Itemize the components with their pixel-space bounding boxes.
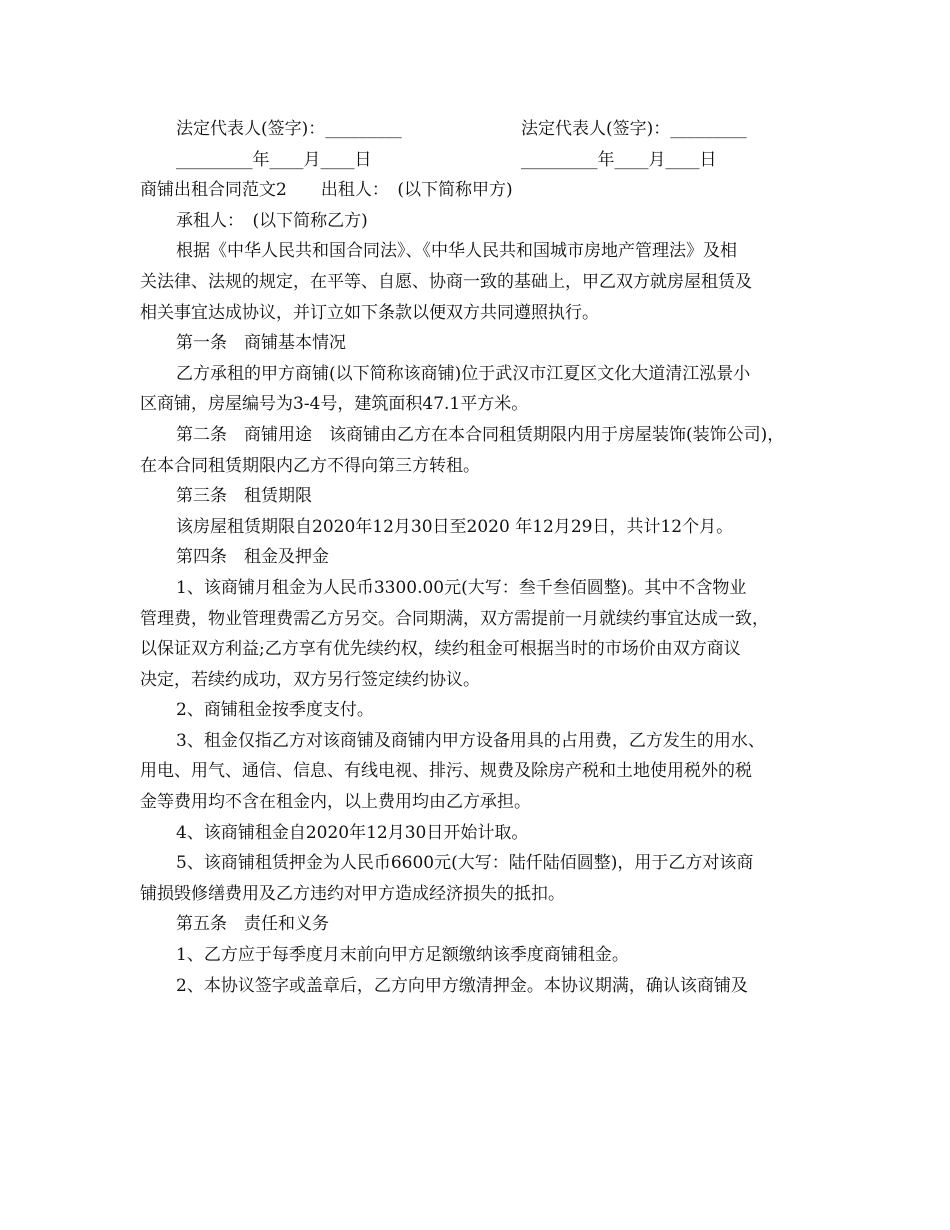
- article-4-item-5-line-1: 5、该商铺租赁押金为人民币6600元(大写：陆仟陆佰圆整)，用于乙方对该商: [176, 853, 754, 874]
- article-4-item-1-line-3: 以保证双方利益;乙方享有优先续约权，续约租金可根据当时的市场价由双方商议: [140, 639, 741, 660]
- left-signature-date: _________年____月____日: [176, 149, 372, 170]
- article-4-item-5-line-2: 铺损毁修缮费用及乙方违约对甲方造成经济损失的抵扣。: [140, 883, 565, 904]
- article-4-item-3-line-2: 用电、用气、通信、信息、有线电视、排污、规费及除房产税和土地使用税外的税: [140, 761, 752, 782]
- signature-date-row: [140, 145, 820, 176]
- article-2-line-1: 第二条 商铺用途 该商铺由乙方在本合同租赁期限内用于房屋装饰(装饰公司)，: [176, 424, 785, 445]
- article-2-line-2: 在本合同租赁期限内乙方不得向第三方转租。: [140, 455, 480, 476]
- right-representative-signature: 法定代表人(签字)：_________: [521, 119, 747, 139]
- document-body: [140, 114, 820, 1001]
- article-4-item-3-line-1: 3、租金仅指乙方对该商铺及商铺内甲方设备用具的占用费，乙方发生的用水、: [176, 730, 765, 751]
- article-3-text: 该房屋租赁期限自2020年12月30日至2020 年12月29日，共计12个月。: [176, 516, 734, 537]
- article-4-item-1-line-1: 1、该商铺月租金为人民币3300.00元(大写：叁千叁佰圆整)。其中不含物业: [176, 577, 747, 598]
- article-4-heading: 第四条 租金及押金: [176, 547, 329, 568]
- article-4-item-1-line-4: 决定，若续约成功，双方另行签定续约协议。: [140, 669, 480, 690]
- article-5-item-1: 1、乙方应于每季度月末前向甲方足额缴纳该季度商铺租金。: [176, 945, 629, 966]
- signature-rep-row: [140, 114, 820, 145]
- article-1-heading: 第一条 商铺基本情况: [176, 333, 346, 354]
- article-5-heading: 第五条 责任和义务: [176, 914, 329, 935]
- article-4-item-4: 4、该商铺租金自2020年12月30日开始计取。: [176, 822, 529, 843]
- article-3-heading: 第三条 租赁期限: [176, 486, 312, 507]
- article-1-line-1: 乙方承租的甲方商铺(以下简称该商铺)位于武汉市江夏区文化大道清江泓景小: [176, 363, 751, 384]
- preamble-line-1: 根据《中华人民共和国合同法》、《中华人民共和国城市房地产管理法》及相: [176, 241, 737, 262]
- lessee-line: 承租人： (以下简称乙方): [176, 210, 368, 231]
- article-4-item-1-line-2: 管理费，物业管理费需乙方另交。合同期满，双方需提前一月就续约事宜达成一致，: [140, 608, 769, 629]
- article-5-item-2: 2、本协议签字或盖章后，乙方向甲方缴清押金。本协议期满，确认该商铺及: [176, 975, 748, 996]
- contract-title-line: 商铺出租合同范文2 出租人： (以下简称甲方): [140, 180, 513, 201]
- article-1-line-2: 区商铺，房屋编号为3-4号，建筑面积47.1平方米。: [140, 394, 529, 415]
- article-4-item-2: 2、商铺租金按季度支付。: [176, 700, 374, 721]
- left-representative-signature: 法定代表人(签字)：_________: [176, 119, 402, 139]
- preamble-line-3: 相关事宜达成协议，并订立如下条款以便双方共同遵照执行。: [140, 302, 599, 323]
- right-signature-date: _________年____月____日: [521, 149, 717, 170]
- preamble-line-2: 关法律、法规的规定，在平等、自愿、协商一致的基础上，甲乙双方就房屋租赁及: [140, 271, 752, 292]
- article-4-item-3-line-3: 金等费用均不含在租金内，以上费用均由乙方承担。: [140, 792, 531, 813]
